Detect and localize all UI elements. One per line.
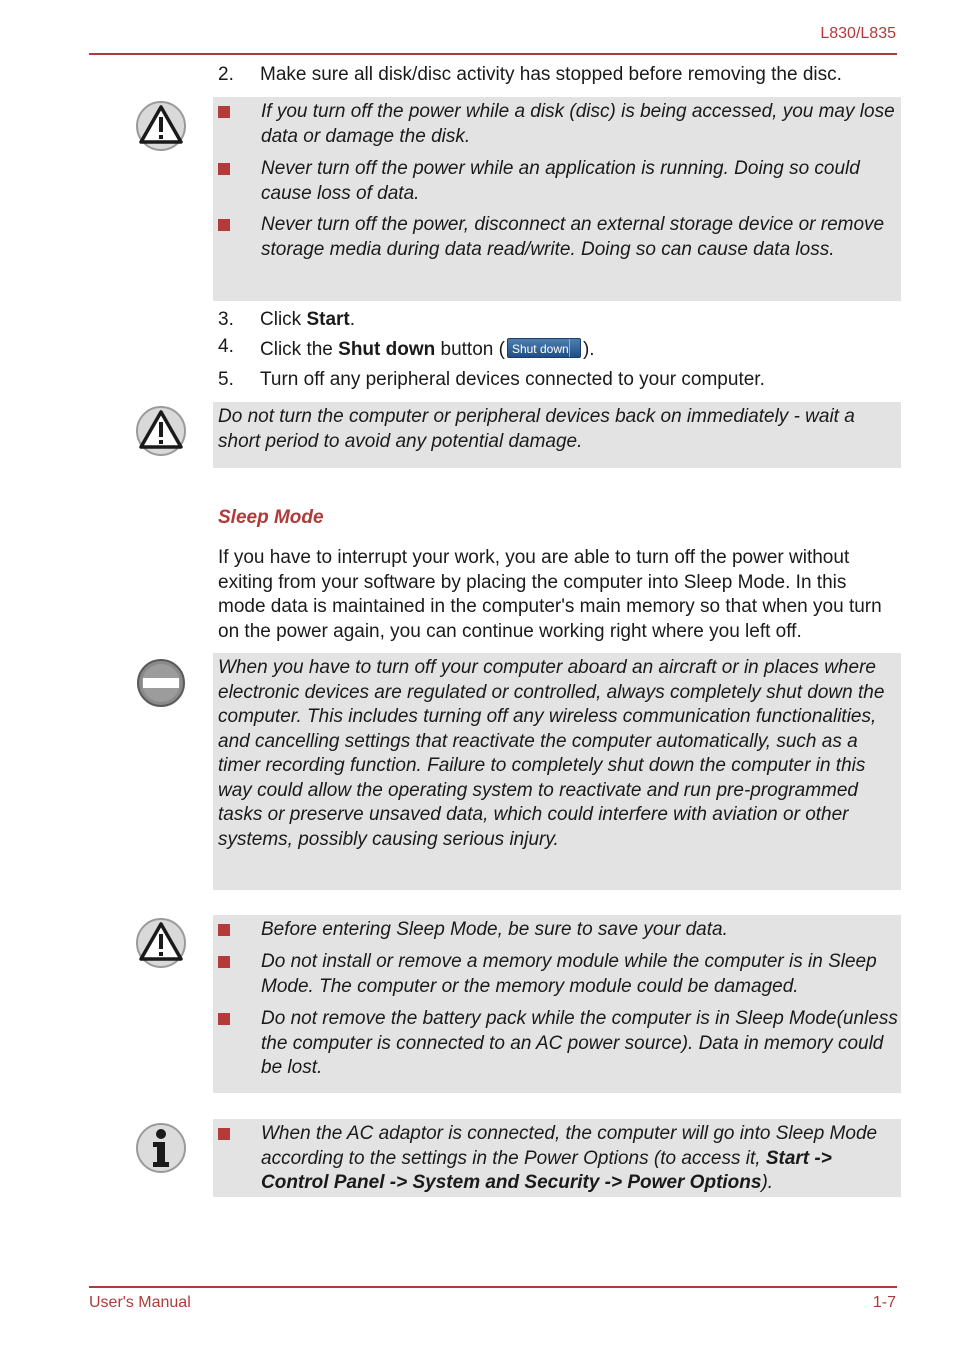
caution-text: If you turn off the power while a disk (disc) is being accessed, you may lose data or damage the disk. xyxy=(261,101,895,147)
step-text xyxy=(260,338,595,362)
step-text: Make sure all disk/disc activity has stopped before removing the disc. xyxy=(260,64,842,85)
step-number: 4. xyxy=(218,336,234,357)
warning-triangle-icon xyxy=(135,405,187,457)
caution-text: Never turn off the power, disconnect an external storage device or remove storage media during data read/write. Doing so can cause data loss. xyxy=(261,214,885,260)
header-model: L830/L835 xyxy=(820,25,896,42)
step-text-mid: button ( xyxy=(435,339,505,360)
info-text-post: ). xyxy=(761,1172,774,1193)
prohibit-icon xyxy=(135,657,187,709)
step-number: 5. xyxy=(218,369,234,390)
shut-down-button xyxy=(507,338,581,358)
step-text: Turn off any peripheral devices connected to your computer. xyxy=(260,369,765,390)
step-text-pre: Click xyxy=(260,309,307,330)
info-icon xyxy=(135,1122,187,1174)
caution-box-3 xyxy=(213,915,901,1093)
info-text-pre: When the AC adaptor is connected, the computer will go into Sleep Mode according to the settings in the Power Options (to access it, xyxy=(261,1123,878,1169)
info-text xyxy=(261,1122,899,1196)
caution-box-1 xyxy=(213,97,901,301)
caution-box-2 xyxy=(213,402,901,468)
step-text-post: . xyxy=(349,309,356,330)
header-rule xyxy=(89,53,897,55)
step-text xyxy=(260,308,355,332)
step-text-pre: Click the xyxy=(260,339,339,360)
step-number: 2. xyxy=(218,64,234,85)
caution-text: Never turn off the power while an application is running. Doing so could cause loss of data. xyxy=(261,158,860,204)
page-number: 1-7 xyxy=(872,1294,896,1311)
step-text-post: ). xyxy=(582,339,595,360)
warning-triangle-icon xyxy=(135,917,187,969)
prohibit-box xyxy=(213,653,901,890)
bullet xyxy=(218,163,230,175)
footer-rule xyxy=(89,1286,897,1288)
footer-title: User's Manual xyxy=(89,1294,191,1311)
step-number: 3. xyxy=(218,309,234,330)
warning-triangle-icon xyxy=(135,100,187,152)
bullet xyxy=(218,956,230,968)
shut-down-label: Shut down xyxy=(338,339,436,360)
caution-text: Do not install or remove a memory module while the computer is in Sleep Mode. The computer or the memory module could be damaged. xyxy=(261,951,877,997)
bullet xyxy=(218,106,230,118)
caution-text: Before entering Sleep Mode, be sure to save your data. xyxy=(261,919,728,940)
bullet xyxy=(218,219,230,231)
bullet xyxy=(218,924,230,936)
bullet xyxy=(218,1013,230,1025)
prohibit-text: When you have to turn off your computer aboard an aircraft or in places where electronic devices are regulated or controlled, always completely shut down the computer. This includes turning off any wireless communication functionalities, and cancelling settings that reactivate the computer automatically, such as a timer recording function. Failure to completely shut down the computer in this way could allow the operating system to reactivate and run pre-programmed tasks or preserve unsaved data, which could interfere with aviation or other systems, possibly causing serious injury. xyxy=(218,657,885,850)
info-box xyxy=(213,1119,901,1197)
start-label: Start xyxy=(306,309,350,330)
sleep-paragraph: If you have to interrupt your work, you are able to turn off the power without exiting from your software by placing the computer into Sleep Mode. In this mode data is maintained in the computer's main memory so that when you turn on the power again, you can continue working right where you left off. xyxy=(218,547,882,642)
dropdown-arrow-icon xyxy=(569,339,580,357)
caution-text: Do not remove the battery pack while the computer is in Sleep Mode(unless the computer is connected to an AC power source). Data in memory could be lost. xyxy=(261,1008,898,1078)
shut-down-button-label: Shut down xyxy=(511,342,569,357)
caution-text: Do not turn the computer or peripheral devices back on immediately - wait a short period to avoid any potential damage. xyxy=(218,406,855,452)
section-title: Sleep Mode xyxy=(218,507,324,528)
bullet xyxy=(218,1128,230,1140)
info-path: Start -> Control Panel -> System and Security -> Power Options xyxy=(261,1147,832,1193)
